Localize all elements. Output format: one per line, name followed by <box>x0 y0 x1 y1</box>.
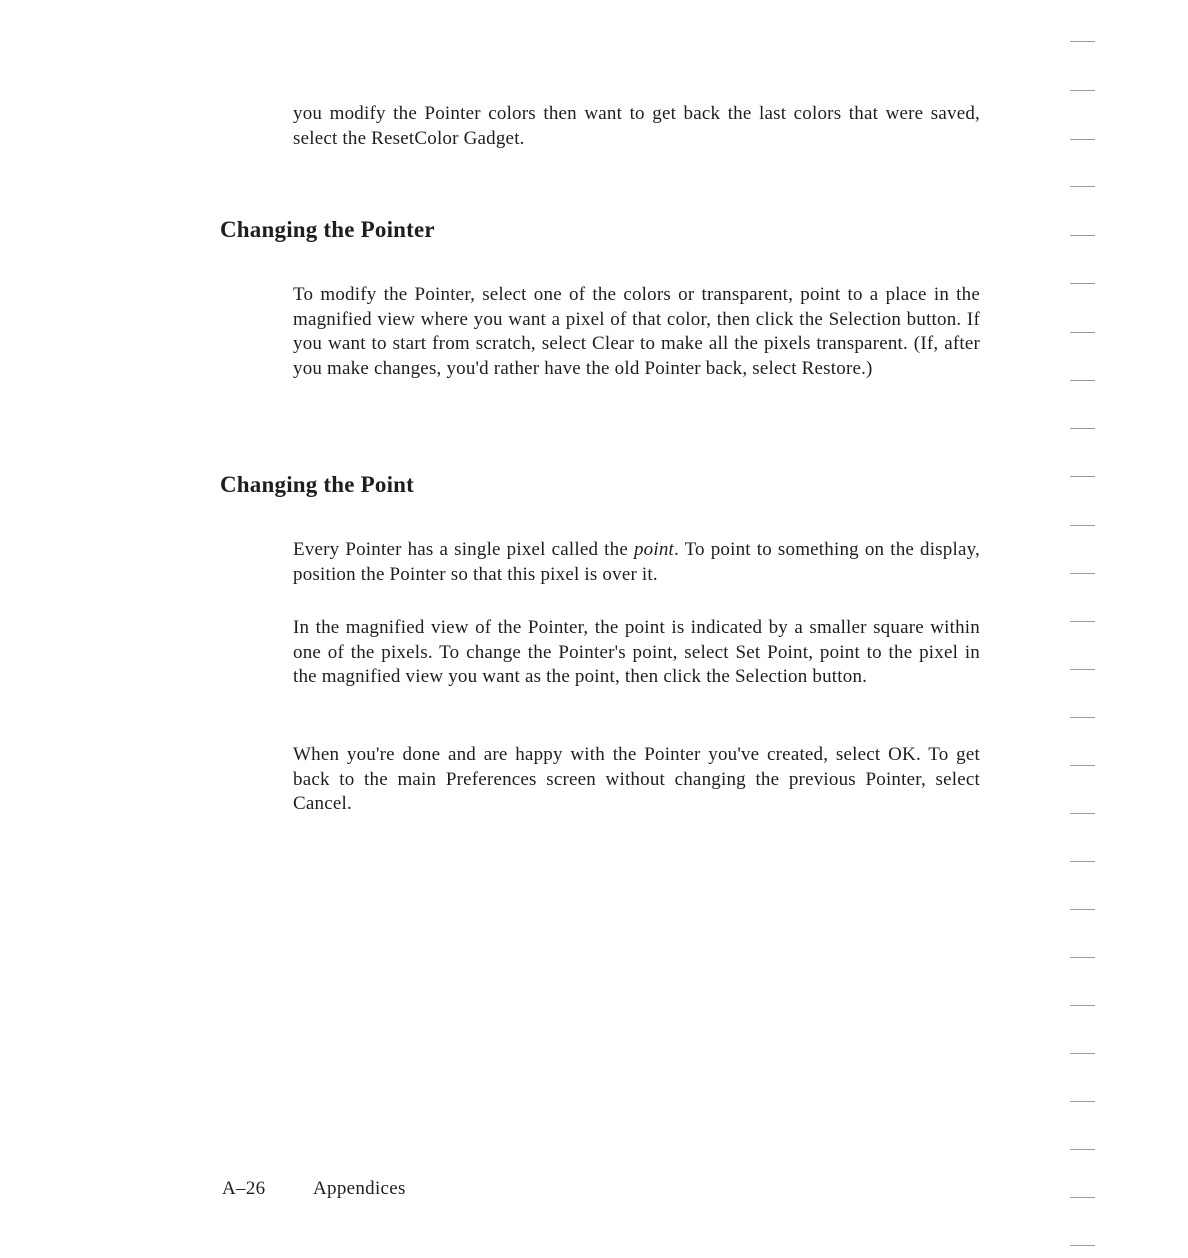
margin-mark <box>1070 1101 1095 1102</box>
margin-registration-marks <box>1070 0 1100 1258</box>
point-text-after: . To point to something on the display, position the Pointer so that this pixel is over it. <box>293 539 980 585</box>
margin-mark <box>1070 1245 1095 1246</box>
point-definition-paragraph <box>293 538 980 587</box>
page-number: A–26 <box>222 1178 266 1199</box>
margin-mark <box>1070 909 1095 910</box>
margin-mark <box>1070 332 1095 333</box>
margin-mark <box>1070 957 1095 958</box>
margin-mark <box>1070 476 1095 477</box>
margin-mark <box>1070 235 1095 236</box>
margin-mark <box>1070 90 1095 91</box>
margin-mark <box>1070 380 1095 381</box>
done-paragraph: When you're done and are happy with the Pointer you've created, select OK. To get back to the main Preferences screen without changing the previous Pointer, select Cancel. <box>293 744 980 815</box>
margin-mark <box>1070 717 1095 718</box>
margin-mark <box>1070 765 1095 766</box>
modify-pointer-paragraph: To modify the Pointer, select one of the colors or transparent, point to a place in the magnified view where you want a pixel of that color, then click the Selection button. If you want to start from scratch, select Clear to make all the pixels transparent. (If, after you make changes, you'd rather have the old Pointer back, select Restore.) <box>293 284 980 379</box>
heading-changing-pointer: Changing the Pointer <box>220 217 435 242</box>
margin-mark <box>1070 428 1095 429</box>
margin-mark <box>1070 283 1095 284</box>
margin-mark <box>1070 813 1095 814</box>
margin-mark <box>1070 1053 1095 1054</box>
margin-mark <box>1070 41 1095 42</box>
heading-changing-point: Changing the Point <box>220 472 415 497</box>
margin-mark <box>1070 669 1095 670</box>
margin-mark <box>1070 186 1095 187</box>
point-term: point <box>633 539 674 560</box>
margin-mark <box>1070 621 1095 622</box>
margin-mark <box>1070 1197 1095 1198</box>
margin-mark <box>1070 139 1095 140</box>
intro-paragraph: you modify the Pointer colors then want to get back the last colors that were saved, select the ResetColor Gadget. <box>293 103 980 149</box>
point-text-before: Every Pointer has a single pixel called the <box>293 539 634 560</box>
magnified-view-paragraph: In the magnified view of the Pointer, the point is indicated by a smaller square within one of the pixels. To change the Pointer's point, select Set Point, point to the pixel in the magnified view you want as the point, then click the Selection button. <box>293 617 980 688</box>
footer-section: Appendices <box>313 1178 406 1199</box>
margin-mark <box>1070 1005 1095 1006</box>
margin-mark <box>1070 525 1095 526</box>
margin-mark <box>1070 1149 1095 1150</box>
margin-mark <box>1070 573 1095 574</box>
margin-mark <box>1070 861 1095 862</box>
